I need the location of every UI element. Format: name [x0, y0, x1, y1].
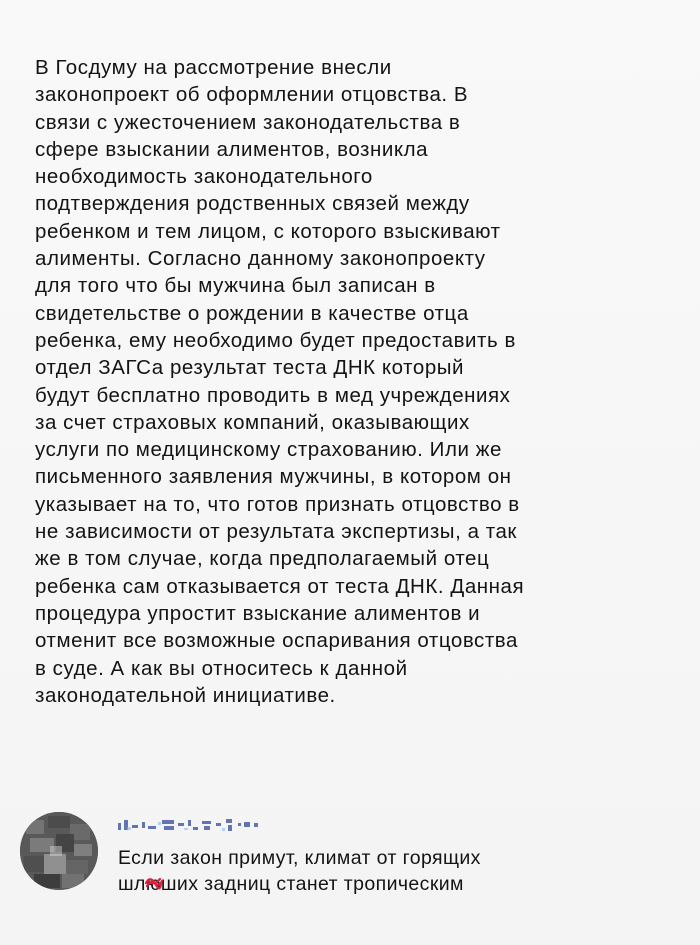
- post-line: подтверждения родственных связей между: [35, 192, 470, 216]
- post-line: связи с ужесточением законодательства в: [35, 110, 461, 134]
- comment-line: [118, 871, 481, 897]
- comment: [20, 812, 680, 902]
- post-line: процедура упростит взыскание алиментов и: [35, 601, 481, 625]
- post-line: в суде. А как вы относитесь к данной: [35, 656, 408, 680]
- censored-letter-text: ю: [145, 873, 161, 895]
- censored-letter: [146, 871, 161, 897]
- post-line: будут бесплатно проводить в мед учреждениях: [35, 383, 511, 407]
- comment-text-part: шл: [118, 873, 146, 895]
- comment-line: Если закон примут, климат от горящих: [118, 847, 481, 869]
- post-text: [35, 54, 675, 709]
- post-line: алименты. Согласно данному законопроекту: [35, 247, 486, 271]
- post-line: за счет страховых компаний, оказывающих: [35, 410, 470, 434]
- post-line: ребенка сам отказывается от теста ДНК. Данная: [35, 574, 525, 598]
- post-line: же в том случае, когда предполагаемый отец: [35, 547, 490, 571]
- post-line: услуги по медицинскому страхованию. Или же: [35, 438, 502, 462]
- post-line: отдел ЗАГСа результат теста ДНК который: [35, 356, 465, 380]
- post-line: ребенка, ему необходимо будет предоставить в: [35, 328, 516, 352]
- comment-text-part: ших задниц станет тропическим: [160, 873, 464, 895]
- post-line: для того что бы мужчина был записан в: [35, 274, 436, 298]
- post-line: сфере взыскании алиментов, возникла: [35, 137, 429, 161]
- post-line: необходимость законодательного: [35, 165, 373, 189]
- post-line: указывает на то, что готов признать отцовство в: [35, 492, 520, 516]
- post-line: законодательной инициативе.: [35, 683, 336, 707]
- post-line: письменного заявления мужчины, в котором он: [35, 465, 512, 489]
- post-line: ребенком и тем лицом, с которого взыскивают: [35, 219, 501, 243]
- comment-text: [118, 845, 481, 897]
- redacted-username-icon[interactable]: [118, 814, 318, 836]
- post-line: не зависимости от результата экспертизы, а так: [35, 520, 517, 544]
- post-line: законопроект об оформлении отцовства. В: [35, 83, 469, 107]
- blurred-avatar-icon[interactable]: [20, 812, 98, 890]
- post-line: В Госдуму на рассмотрение внесли: [35, 56, 392, 79]
- post-line: отменит все возможные оспаривания отцовства: [35, 629, 518, 653]
- post-line: свидетельстве о рождении в качестве отца: [35, 301, 469, 325]
